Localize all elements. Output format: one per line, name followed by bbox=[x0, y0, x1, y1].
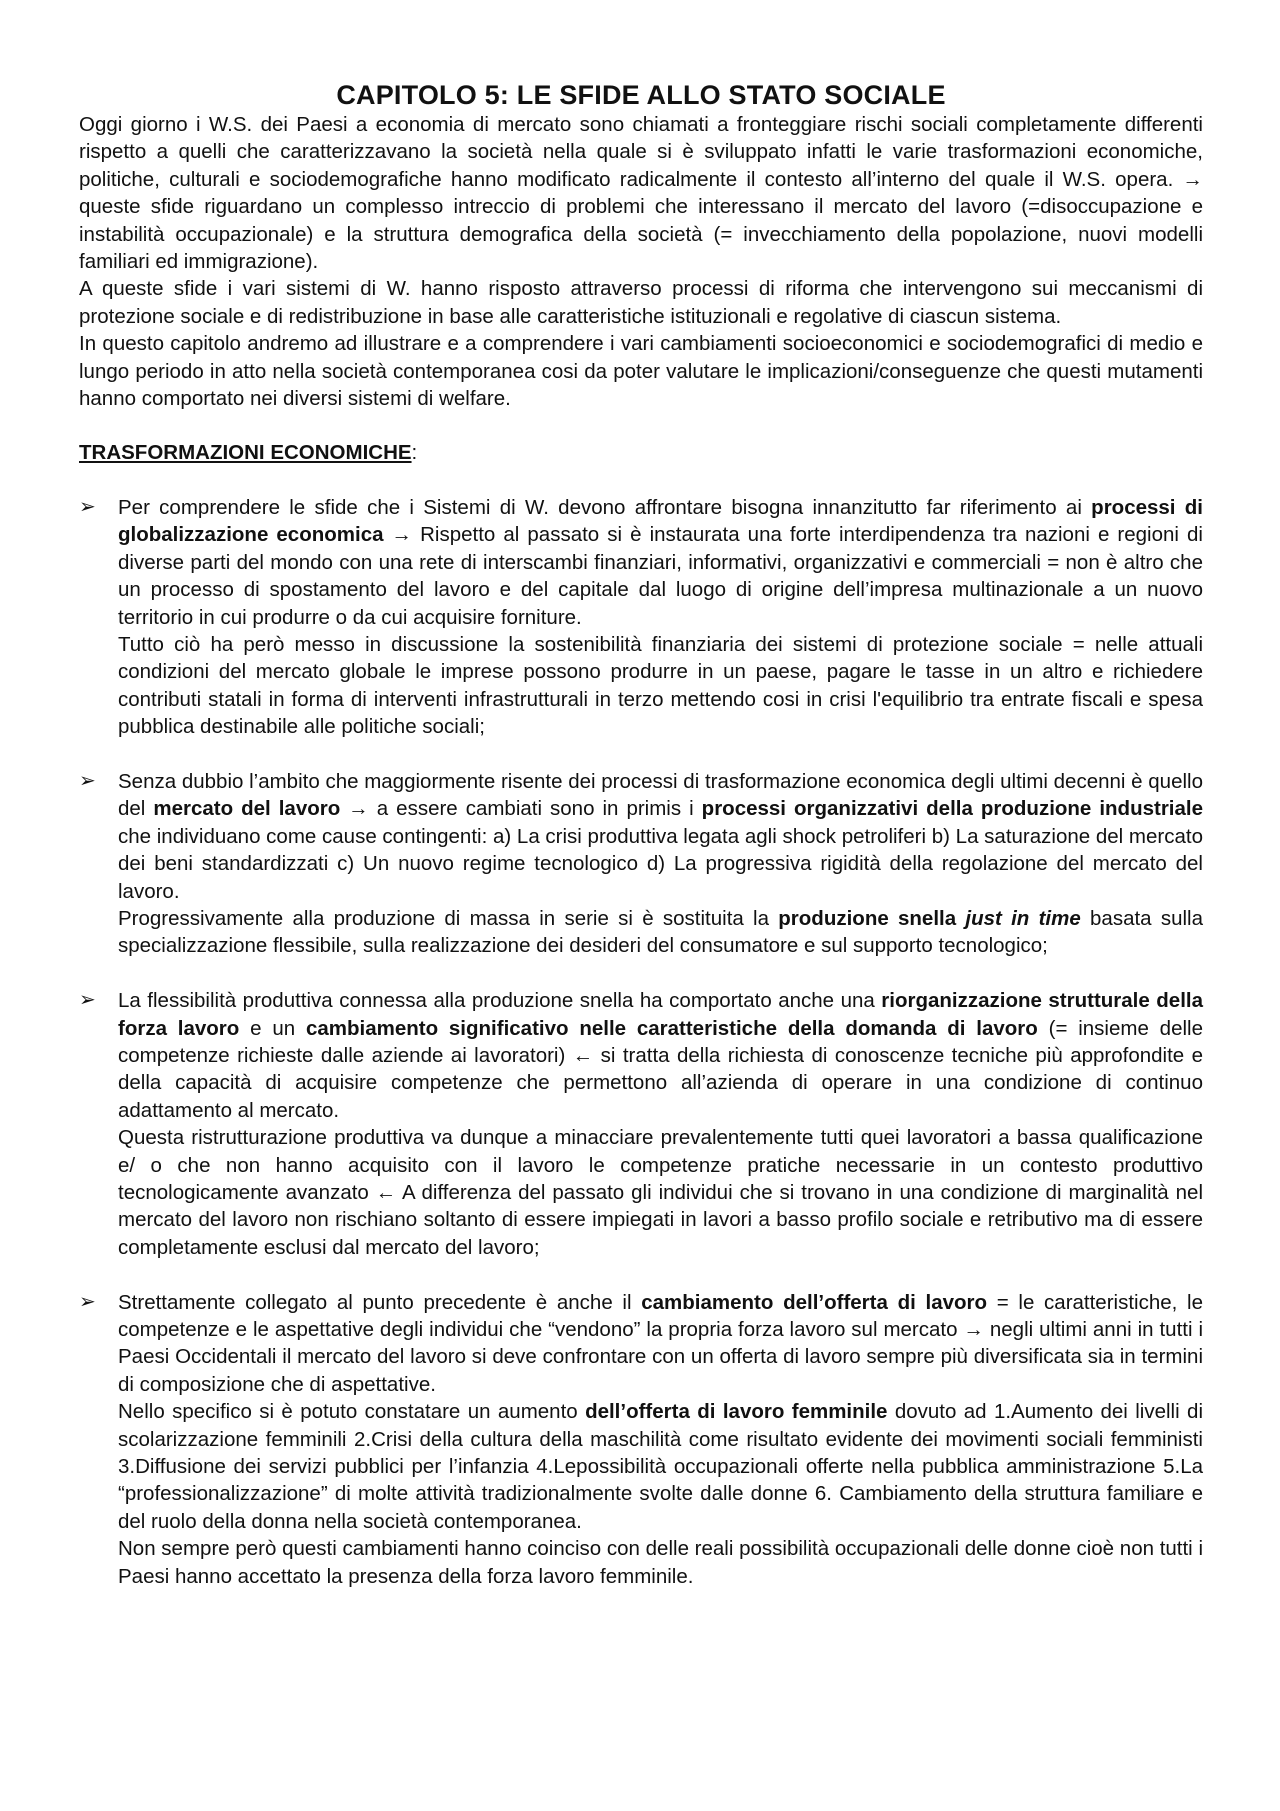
emphasis-text: mercato del lavoro → bbox=[153, 797, 369, 821]
body-text: = le caratteristiche, le competenze e le aspettative degli individui che “vendono” la propria forza lavoro sul mercato → negli ultimi anni in tutti i Paesi Occidentali il mercato del lavoro si deve confrontare con un offerta di lavoro sempre più diversificata sia in termini di composizione che di aspettative. bbox=[118, 1290, 1203, 1396]
body-text: e un bbox=[239, 1016, 306, 1040]
emphasis-text: dell’offerta di lavoro femminile bbox=[585, 1400, 888, 1424]
page-title: CAPITOLO 5: LE SFIDE ALLO STATO SOCIALE bbox=[336, 80, 946, 110]
body-text: a essere cambiati sono in primis i bbox=[368, 797, 702, 821]
body-text: (= insieme delle competenze richieste dalle aziende ai lavoratori) ← si tratta della richiesta di conoscenze tecniche più approfondite e della capacità di acquisire competenze che permettono all’azienda di operare in una condizione di continuo adattamento al mercato. bbox=[118, 1016, 1203, 1122]
bullet-paragraph bbox=[118, 1124, 1203, 1261]
section-heading-suffix: : bbox=[411, 441, 418, 465]
bullet-paragraph bbox=[118, 1535, 1203, 1590]
emphasis-text: processi organizzativi della produzione industriale bbox=[701, 797, 1203, 821]
body-text: Per comprendere le sfide che i Sistemi di W. devono affrontare bisogna innanzitutto far riferimento ai bbox=[118, 495, 1092, 519]
bullet-item bbox=[79, 768, 1203, 960]
bullet-paragraph bbox=[118, 1289, 1203, 1399]
body-text: Non sempre però questi cambiamenti hanno coinciso con delle reali possibilità occupazionali delle donne cioè non tutti i Paesi hanno accettato la presenza della forza lavoro femminile. bbox=[118, 1537, 1203, 1588]
intro bbox=[79, 111, 1203, 412]
emphasis-text: cambiamento dell’offerta di lavoro bbox=[641, 1290, 988, 1314]
bullet-arrow-icon: ➢ bbox=[79, 1290, 96, 1313]
bullet-item bbox=[79, 494, 1203, 741]
intro-paragraph: In questo capitolo andremo ad illustrare e a comprendere i vari cambiamenti socioeconomici e sociodemografici di medio e lungo periodo in atto nella società contemporanea cosi da poter valutare le implicazioni/conseguenze che questi mutamenti hanno comportato nei diversi sistemi di welfare. bbox=[79, 332, 1203, 411]
body-text: Tutto ciò ha però messo in discussione la sostenibilità finanziaria dei sistemi di protezione sociale = nelle attuali condizioni del mercato globale le imprese possono produrre in un paese, pagare le tasse in un altro e richiedere contributi statali in forma di interventi infrastrutturali in terzo mettendo cosi in crisi l'equilibrio tra entrate fiscali e spesa pubblica destinabile alle politiche sociali; bbox=[118, 632, 1203, 739]
body-text: Strettamente collegato al punto precedente è anche il bbox=[118, 1290, 642, 1314]
intro-paragraph: Oggi giorno i W.S. dei Paesi a economia di mercato sono chiamati a fronteggiare rischi sociali completamente differenti rispetto a quelli che caratterizzavano la società nella quale si è sviluppato infatti le varie trasformazioni economiche, politiche, culturali e sociodemografiche hanno modificato radicalmente il contesto all’interno del quale il W.S. opera. → queste sfide riguardano un complesso intreccio di problemi che interessano il mercato del lavoro (=disoccupazione e instabilità occupazionale) e la struttura demografica della società (= invecchiamento della popolazione, nuovi modelli familiari ed immigrazione). bbox=[79, 113, 1203, 274]
intro-paragraph: A queste sfide i vari sistemi di W. hanno risposto attraverso processi di riforma che intervengono sui meccanismi di protezione sociale e di redistribuzione in base alle caratteristiche istituzionali e regolative di ciascun sistema. bbox=[79, 277, 1203, 328]
bullet-paragraph bbox=[118, 631, 1203, 741]
emphasis-text: riorganizzazione strutturale della forza lavoro bbox=[118, 989, 1203, 1040]
bullet-arrow-icon: ➢ bbox=[79, 495, 96, 518]
emphasis-text: just in time bbox=[965, 906, 1081, 930]
bullet-paragraph bbox=[118, 1398, 1203, 1535]
body-text: La flessibilità produttiva connessa alla produzione snella ha comportato anche una bbox=[118, 989, 882, 1013]
bullet-list bbox=[79, 494, 1203, 1590]
bullet-paragraph bbox=[118, 987, 1203, 1124]
body-text: Rispetto al passato si è instaurata una forte interdipendenza tra nazioni e regioni di diverse parti del mondo con una rete di interscambi finanziari, informativi, organizzativi e commerciali = non è altro che un processo di spostamento del lavoro e del capitale dal luogo di origine dell’impresa multinazionale a un nuovo territorio in cui produrre o da cui acquisire forniture. bbox=[118, 523, 1203, 629]
bullet-item bbox=[79, 1289, 1203, 1590]
bullet-item bbox=[79, 987, 1203, 1261]
bullet-paragraph bbox=[118, 905, 1203, 960]
emphasis-text: processi di globalizzazione economica → bbox=[118, 495, 1203, 547]
bullet-paragraph bbox=[118, 494, 1203, 631]
bullet-arrow-icon: ➢ bbox=[79, 769, 96, 792]
body-text: Nello specifico si è potuto constatare un aumento bbox=[118, 1400, 586, 1424]
bullet-paragraph bbox=[118, 768, 1203, 905]
section-heading-label: TRASFORMAZIONI ECONOMICHE bbox=[79, 441, 412, 465]
emphasis-text: cambiamento significativo nelle caratteristiche della domanda di lavoro bbox=[305, 1016, 1038, 1040]
body-text: che individuano come cause contingenti: a) La crisi produttiva legata agli shock petroliferi b) La saturazione del mercato dei beni standardizzati c) Un nuovo regime tecnologico d) La progressiva rigidità della regolazione del mercato del lavoro. bbox=[118, 824, 1203, 903]
body-text: Progressivamente alla produzione di massa in serie si è sostituita la bbox=[118, 906, 779, 930]
body-text: basata sulla specializzazione flessibile, sulla realizzazione dei desideri del consumatore e sul supporto tecnologico; bbox=[118, 906, 1203, 958]
section-heading bbox=[79, 439, 1203, 466]
emphasis-text: produzione snella bbox=[778, 906, 966, 930]
body-text: dovuto ad 1.Aumento dei livelli di scolarizzazione femminili 2.Crisi della cultura della maschilità come risultato evidente dei movimenti sociali femministi 3.Diffusione dei servizi pubblici per l’infanzia 4.Lepossibilità occupazionali offerte nella pubblica amministrazione 5.La “professionalizzazione” di molte attività tradizionalmente svolte dalle donne 6. Cambiamento della struttura familiare e del ruolo della donna nella società contemporanea. bbox=[118, 1400, 1203, 1533]
body-text: Questa ristrutturazione produttiva va dunque a minacciare prevalentemente tutti quei lavoratori a bassa qualificazione e/ o che non hanno acquisito con il lavoro le competenze pratiche necessarie in un contesto produttivo tecnologicamente avanzato ← A differenza del passato gli individui che si trovano in una condizione di marginalità nel mercato del lavoro non rischiano soltanto di essere impiegati in lavori a basso profilo sociale e retributivo ma di essere completamente esclusi dal mercato del lavoro; bbox=[118, 1126, 1203, 1259]
body-text: Senza dubbio l’ambito che maggiormente risente dei processi di trasformazione economica degli ultimi decenni è quello del bbox=[118, 769, 1203, 821]
bullet-arrow-icon: ➢ bbox=[79, 989, 96, 1012]
